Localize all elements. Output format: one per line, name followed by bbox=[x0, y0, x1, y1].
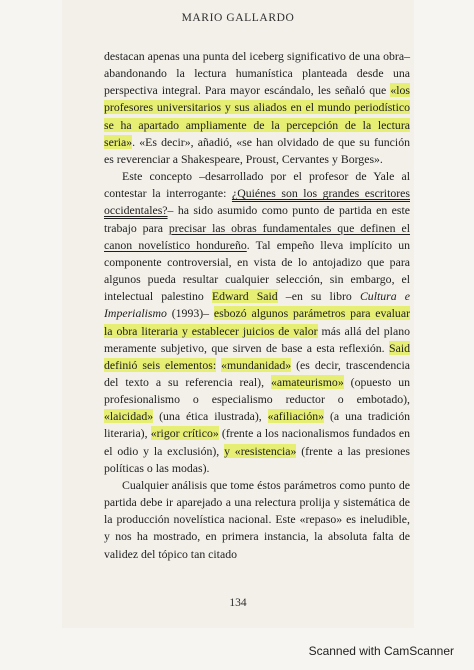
highlighted-quote: «los profesores universitarios y sus aliados en el mundo periodístico se ha apartado ampliamente de la percepción de la lectura seria» bbox=[104, 83, 410, 149]
underlined-phrase: precisar las obras fundamentales que definen el canon novelístico hondureño bbox=[104, 220, 410, 252]
book-title: Cultura e Imperialismo bbox=[104, 289, 410, 321]
text-segment: –en su libro bbox=[277, 289, 360, 304]
book-page bbox=[62, 0, 414, 628]
highlighted-term: «mundanidad» bbox=[221, 357, 292, 372]
text-segment: (frente a los nacionalismos fundados en el odio y la exclusión), bbox=[104, 426, 410, 458]
text-segment: (es decir, trascendencia del texto a su referencia real), bbox=[104, 357, 411, 389]
highlighted-term: «amateurismo» bbox=[270, 374, 344, 389]
text-segment: (opuesto un profesionalismo o especialismo reductor o embotado), bbox=[104, 374, 410, 407]
text-segment: (a una tradición literaria), bbox=[104, 409, 410, 441]
highlighted-phrase: Said definió seis elementos: bbox=[104, 340, 410, 372]
text-segment: Cualquier análisis que tome éstos parámetros como punto de partida debe ir aparejado a una relectura prolija y sistemática de la producción novelística nacional. Este «repaso» es ineludible, y nos ha mostrado, en primera instancia, la absoluta falta de validez del tópico tan citado bbox=[104, 477, 410, 561]
text-segment: (una ética ilustrada), bbox=[153, 409, 268, 424]
text-segment: Este concepto –desarrollado por el profesor de Yale al contestar la interrogante: bbox=[104, 169, 410, 201]
paragraph-1 bbox=[104, 48, 410, 168]
highlighted-term: «afiliación» bbox=[267, 409, 325, 424]
highlighted-term: y «resistencia» bbox=[224, 443, 297, 458]
text-segment: – ha sido asumido como punto de partida en este trabajo para bbox=[104, 203, 410, 235]
running-header-author: MARIO GALLARDO bbox=[181, 12, 295, 24]
highlighted-name: Edward Said bbox=[211, 289, 278, 304]
text-segment: . Tal empeño lleva implícito un componente controversial, en vista de lo antojadizo que para algunos pueda resultar cualquier selección, sin embargo, el intelectual palestino bbox=[104, 237, 410, 304]
text-segment: . «Es decir», añadió, «se han olvidado de que su función es reverenciar a Shakespeare, Proust, Cervantes y Borges». bbox=[104, 134, 410, 166]
body-text bbox=[104, 48, 410, 563]
text-segment: (frente a las presiones políticas o las modas). bbox=[104, 443, 410, 475]
text-segment: (1993)– bbox=[166, 306, 214, 321]
highlighted-term: «rigor crítico» bbox=[150, 426, 219, 441]
highlighted-term: «laicidad» bbox=[104, 409, 154, 424]
page-number: 134 bbox=[229, 597, 247, 609]
paragraph-3 bbox=[104, 477, 410, 563]
scanner-watermark: Scanned with CamScanner bbox=[308, 644, 454, 658]
text-segment: más allá del plano meramente subjetivo, que sirven de base a esta reflexión. bbox=[104, 323, 410, 355]
text-segment: destacan apenas una punta del iceberg significativo de una obra– abandonando la lectura humanística planteada desde una perspectiva integral. Para mayor escándalo, les señaló que bbox=[104, 49, 410, 98]
underlined-question: ¿Quiénes son los grandes escritores occidentales? bbox=[104, 186, 410, 218]
paragraph-2 bbox=[104, 168, 410, 477]
highlighted-phrase: esbozó algunos parámetros para evaluar la obra literaria y establecer juicios de valor bbox=[104, 306, 410, 338]
